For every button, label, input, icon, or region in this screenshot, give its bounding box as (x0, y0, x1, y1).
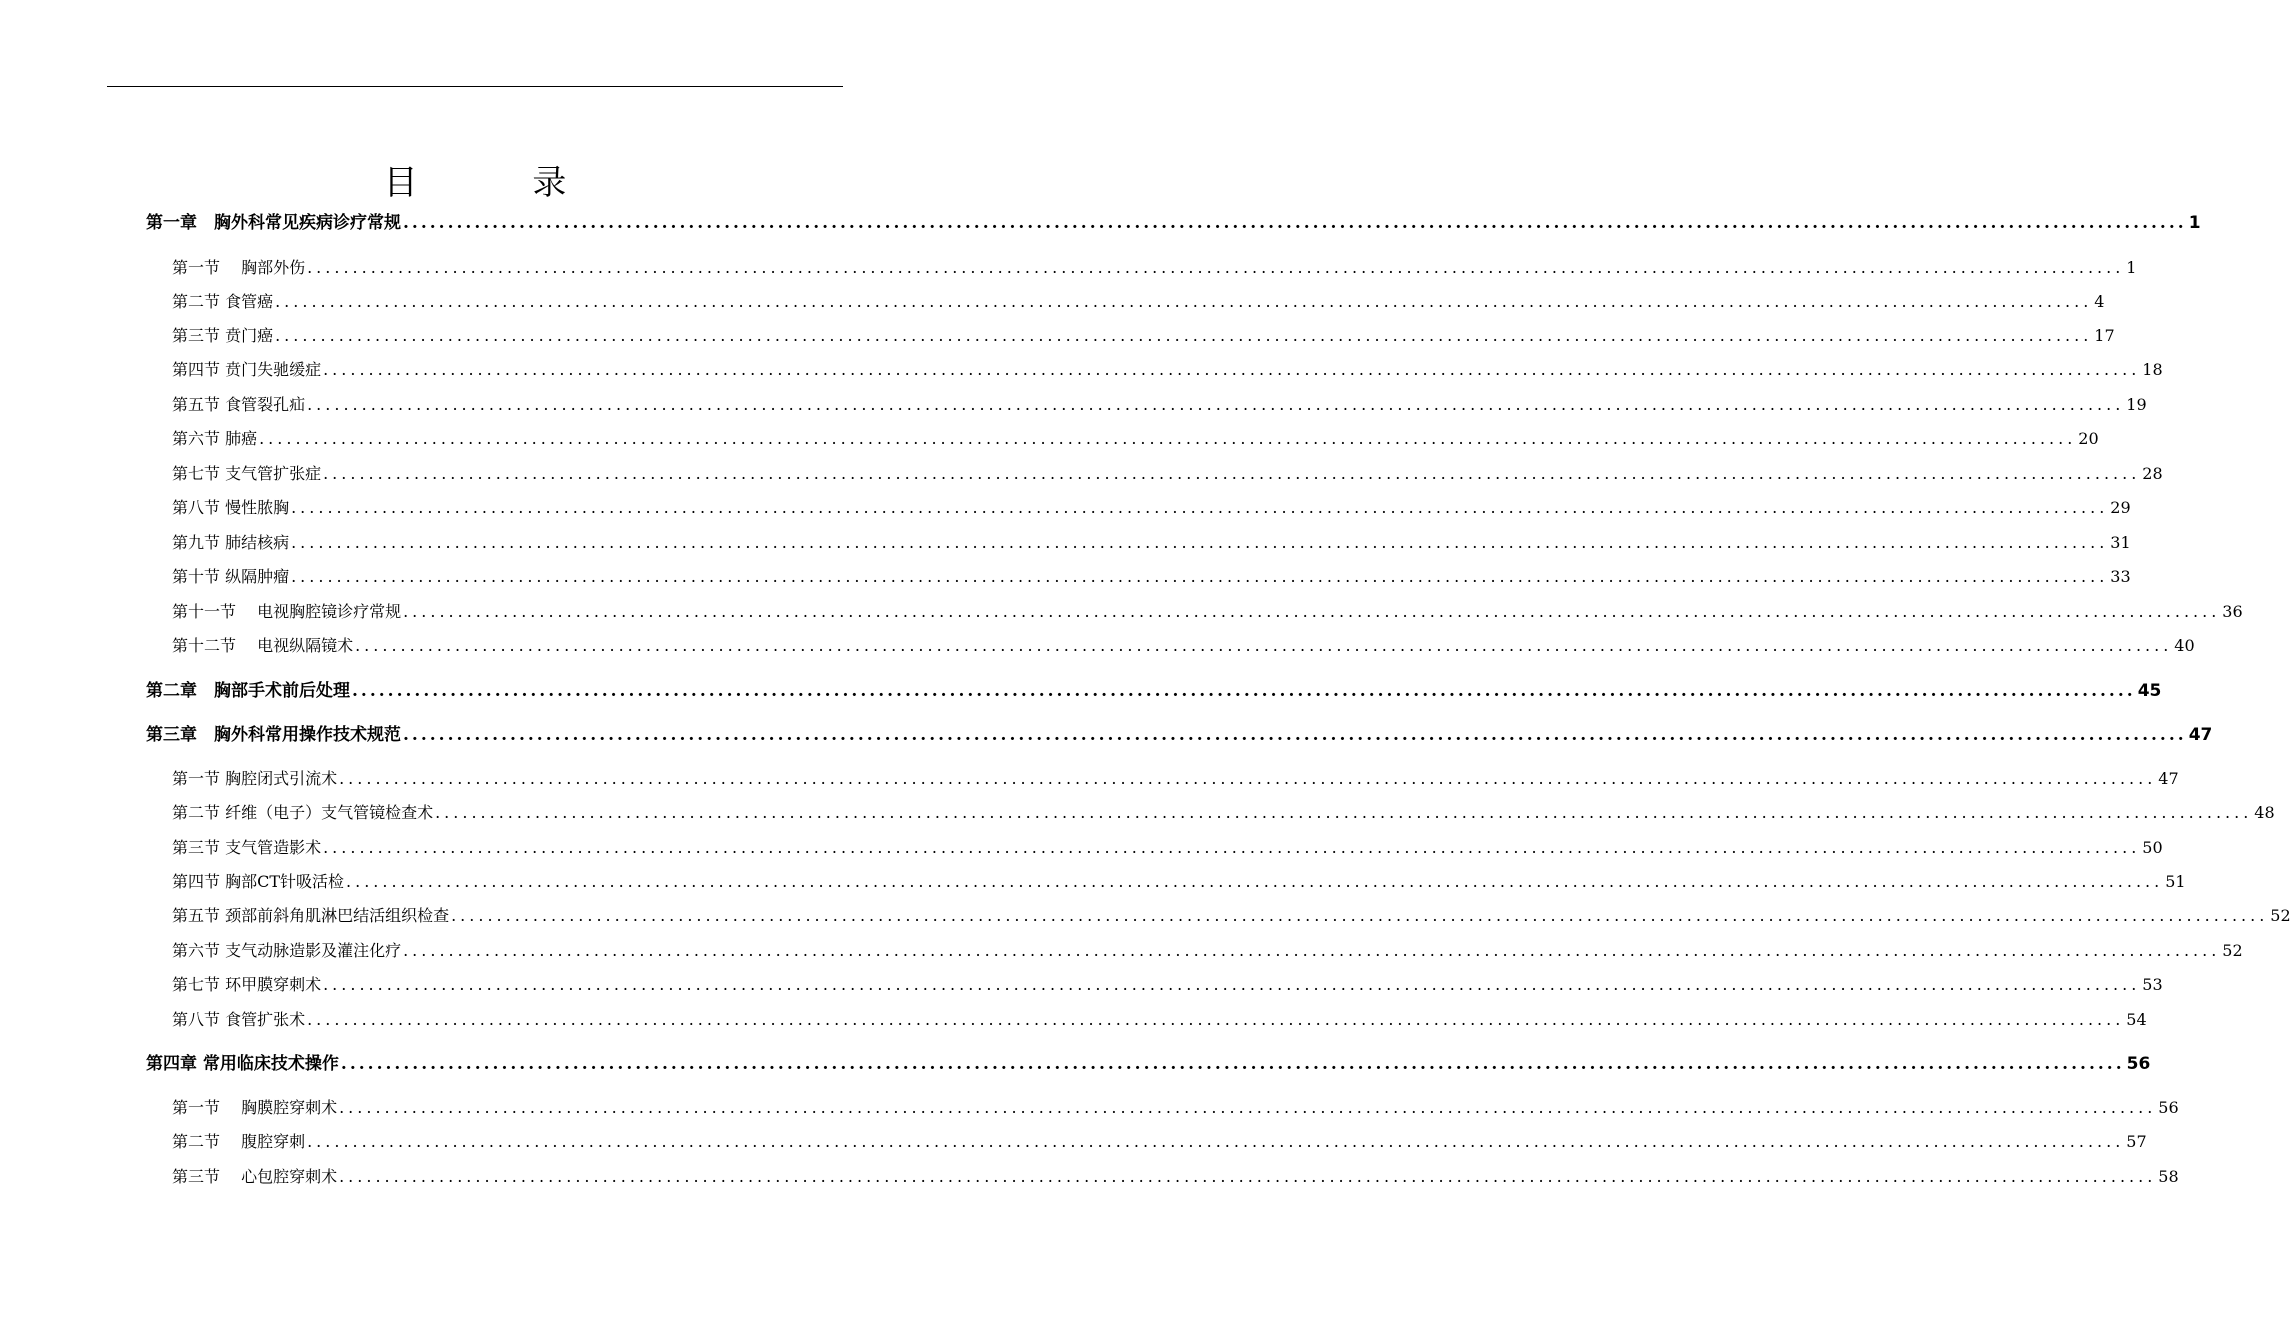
toc-entry-label: 第一节 胸腔闭式引流术 (172, 769, 338, 788)
toc-entry-page-number: 57 (2126, 1132, 2147, 1151)
dot-leader: ........................................................................................................................................................................................................ (339, 1098, 2157, 1117)
dot-leader: ........................................................................................................................................................................................................ (323, 464, 2141, 483)
toc-entry-page-number: 36 (2222, 602, 2243, 621)
toc-title: 目 录 (383, 162, 619, 203)
toc-entry-label: 第三节 贲门癌 (172, 326, 274, 345)
toc-section-entry[interactable] (172, 529, 2131, 557)
toc-entry-label: 第四章 常用临床技术操作 (146, 1054, 339, 1074)
toc-section-entry[interactable] (172, 1006, 2147, 1034)
dot-leader: ........................................................................................................................................................................................................ (339, 769, 2157, 788)
toc-entry-label: 第二节 腹腔穿刺 (172, 1132, 306, 1151)
toc-section-entry[interactable] (172, 494, 2131, 522)
toc-entry-page-number: 17 (2094, 326, 2115, 345)
toc-section-entry[interactable] (172, 765, 2179, 793)
dot-leader: ........................................................................................................................................................................................................ (323, 360, 2141, 379)
toc-entry-label: 第八节 慢性脓胸 (172, 498, 290, 517)
toc-entry-page-number: 1 (2188, 213, 2201, 233)
toc-section-entry[interactable] (172, 460, 2163, 488)
toc-entry-page-number: 58 (2158, 1167, 2179, 1186)
toc-entry-label: 第十节 纵隔肿瘤 (172, 567, 290, 586)
toc-entry-page-number: 53 (2142, 975, 2163, 994)
dot-leader: ........................................................................................................................................................................................................ (323, 838, 2141, 857)
toc-entry-label: 第五节 食管裂孔疝 (172, 395, 306, 414)
toc-entry-page-number: 18 (2142, 360, 2163, 379)
toc-entry-label: 第七节 支气管扩张症 (172, 464, 322, 483)
dot-leader: ........................................................................................................................................................................................................ (259, 429, 2077, 448)
toc-section-entry[interactable] (172, 425, 2099, 453)
toc-entry-page-number: 20 (2078, 429, 2099, 448)
toc-entry-page-number: 31 (2110, 533, 2131, 552)
toc-section-entry[interactable] (172, 1163, 2179, 1191)
toc-entry-page-number: 47 (2158, 769, 2179, 788)
toc-entry-label: 第十一节 电视胸腔镜诊疗常规 (172, 602, 402, 621)
toc-entry-label: 第一节 胸膜腔穿刺术 (172, 1098, 338, 1117)
toc-section-entry[interactable] (172, 868, 2186, 896)
toc-entry-label: 第一节 胸部外伤 (172, 258, 306, 277)
toc-entry-label: 第九节 肺结核病 (172, 533, 290, 552)
toc-entry-page-number: 40 (2174, 636, 2195, 655)
toc-entry-label: 第五节 颈部前斜角肌淋巴结活组织检查 (172, 906, 450, 925)
toc-entry-label: 第四节 贲门失驰缓症 (172, 360, 322, 379)
toc-entry-page-number: 54 (2126, 1010, 2147, 1029)
toc-entry-label: 第六节 肺癌 (172, 429, 258, 448)
header-rule (107, 86, 843, 87)
toc-entry-page-number: 56 (2126, 1054, 2151, 1074)
toc-entry-page-number: 28 (2142, 464, 2163, 483)
toc-entry-page-number: 1 (2126, 258, 2137, 277)
toc-section-entry[interactable] (172, 1094, 2179, 1122)
dot-leader: ........................................................................................................................................................................................................ (403, 602, 2221, 621)
toc-section-entry[interactable] (172, 598, 2243, 626)
dot-leader: ........................................................................................................................................................................................................ (291, 567, 2109, 586)
toc-entry-page-number: 33 (2110, 567, 2131, 586)
dot-leader: ........................................................................................................................................................................................................ (403, 941, 2221, 960)
dot-leader: ........................................................................................................................................................................................................ (340, 1054, 2125, 1074)
dot-leader: ........................................................................................................................................................................................................ (275, 292, 2093, 311)
dot-leader: ........................................................................................................................................................................................................ (323, 975, 2141, 994)
dot-leader: ........................................................................................................................................................................................................ (355, 636, 2173, 655)
toc-chapter-entry[interactable] (146, 677, 2162, 705)
dot-leader: ........................................................................................................................................................................................................ (339, 1167, 2157, 1186)
dot-leader: ........................................................................................................................................................................................................ (403, 213, 2187, 233)
toc-section-entry[interactable] (172, 254, 2137, 282)
toc-section-entry[interactable] (172, 391, 2147, 419)
toc-entry-label: 第三节 心包腔穿刺术 (172, 1167, 338, 1186)
toc-entry-page-number: 52 (2270, 906, 2291, 925)
toc-section-entry[interactable] (172, 288, 2105, 316)
toc-entry-label: 第七节 环甲膜穿刺术 (172, 975, 322, 994)
toc-entry-page-number: 47 (2188, 725, 2213, 745)
toc-chapter-entry[interactable] (146, 209, 2201, 237)
toc-section-entry[interactable] (172, 834, 2163, 862)
dot-leader: ........................................................................................................................................................................................................ (346, 872, 2164, 891)
toc-entry-page-number: 29 (2110, 498, 2131, 517)
toc-entry-label: 第四节 胸部CT针吸活检 (172, 872, 345, 891)
toc-entry-label: 第三节 支气管造影术 (172, 838, 322, 857)
dot-leader: ........................................................................................................................................................................................................ (275, 326, 2093, 345)
toc-entry-label: 第十二节 电视纵隔镜术 (172, 636, 354, 655)
toc-entry-label: 第一章 胸外科常见疾病诊疗常规 (146, 213, 401, 233)
toc-chapter-entry[interactable] (146, 1050, 2151, 1078)
toc-chapter-entry[interactable] (146, 721, 2213, 749)
toc-entry-label: 第六节 支气动脉造影及灌注化疗 (172, 941, 402, 960)
toc-entry-page-number: 19 (2126, 395, 2147, 414)
toc-section-entry[interactable] (172, 937, 2243, 965)
toc-entry-label: 第二节 纤维（电子）支气管镜检查术 (172, 803, 434, 822)
dot-leader: ........................................................................................................................................................................................................ (307, 1010, 2125, 1029)
toc-entry-label: 第八节 食管扩张术 (172, 1010, 306, 1029)
toc-entry-page-number: 51 (2165, 872, 2186, 891)
toc-entry-label: 第二章 胸部手术前后处理 (146, 681, 350, 701)
toc-section-entry[interactable] (172, 632, 2195, 660)
dot-leader: ........................................................................................................................................................................................................ (291, 498, 2109, 517)
dot-leader: ........................................................................................................................................................................................................ (435, 803, 2253, 822)
toc-entry-page-number: 52 (2222, 941, 2243, 960)
dot-leader: ........................................................................................................................................................................................................ (352, 681, 2136, 701)
toc-section-entry[interactable] (172, 971, 2163, 999)
toc-entry-page-number: 48 (2254, 803, 2275, 822)
toc-section-entry[interactable] (172, 799, 2275, 827)
dot-leader: ........................................................................................................................................................................................................ (307, 1132, 2125, 1151)
dot-leader: ........................................................................................................................................................................................................ (291, 533, 2109, 552)
dot-leader: ........................................................................................................................................................................................................ (451, 906, 2269, 925)
toc-section-entry[interactable] (172, 563, 2131, 591)
dot-leader: ........................................................................................................................................................................................................ (307, 258, 2125, 277)
toc-section-entry[interactable] (172, 1128, 2147, 1156)
toc-entry-page-number: 4 (2094, 292, 2105, 311)
toc-entry-label: 第三章 胸外科常用操作技术规范 (146, 725, 401, 745)
toc-entry-page-number: 56 (2158, 1098, 2179, 1117)
toc-section-entry[interactable] (172, 356, 2163, 384)
toc-entry-page-number: 45 (2137, 681, 2162, 701)
toc-section-entry[interactable] (172, 902, 2291, 930)
dot-leader: ........................................................................................................................................................................................................ (307, 395, 2125, 414)
toc-section-entry[interactable] (172, 322, 2115, 350)
toc-entry-page-number: 50 (2142, 838, 2163, 857)
toc-entry-label: 第二节 食管癌 (172, 292, 274, 311)
dot-leader: ........................................................................................................................................................................................................ (403, 725, 2187, 745)
